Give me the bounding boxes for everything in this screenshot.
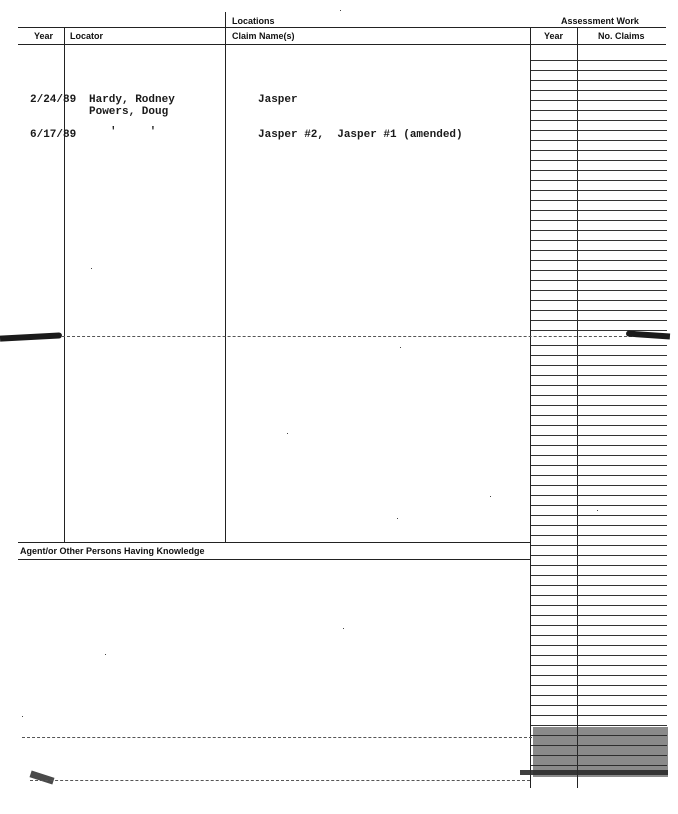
- locator-column-header: Locator: [70, 31, 104, 41]
- locator-claims-divider: [225, 12, 226, 542]
- bottom-edge-line: [30, 780, 530, 781]
- locations-heading: Locations: [232, 16, 275, 26]
- entry-locator-second: Powers, Doug: [89, 106, 169, 118]
- claim-names-column-header: Claim Name(s): [232, 31, 295, 41]
- entry-locator-ditto: ' ': [110, 126, 157, 138]
- number-of-claims-column-header: No. Claims: [598, 31, 645, 41]
- agent-bottom-rule: [18, 559, 531, 560]
- entry-date: 2/24/89: [30, 94, 77, 106]
- bottom-smudge-line: [22, 737, 532, 738]
- entry-claim-names: Jasper #2, Jasper #1 (amended): [258, 129, 463, 141]
- assessment-rows: [531, 0, 667, 814]
- left-fold-mark: [0, 332, 62, 341]
- agent-top-rule: [18, 542, 531, 543]
- fold-line: [62, 336, 632, 337]
- entry-claim-names: Jasper: [258, 94, 298, 106]
- bottom-left-smudge: [30, 770, 55, 784]
- entry-locator: Hardy, Rodney: [89, 94, 175, 106]
- assessment-year-column-header: Year: [544, 31, 564, 41]
- scan-noise-streak: [520, 770, 668, 775]
- agent-section-label: Agent/or Other Persons Having Knowledge: [20, 546, 205, 556]
- assessment-work-heading: Assessment Work: [561, 16, 639, 26]
- entry-date: 6/17/89: [30, 129, 77, 141]
- year-column-header: Year: [34, 31, 54, 41]
